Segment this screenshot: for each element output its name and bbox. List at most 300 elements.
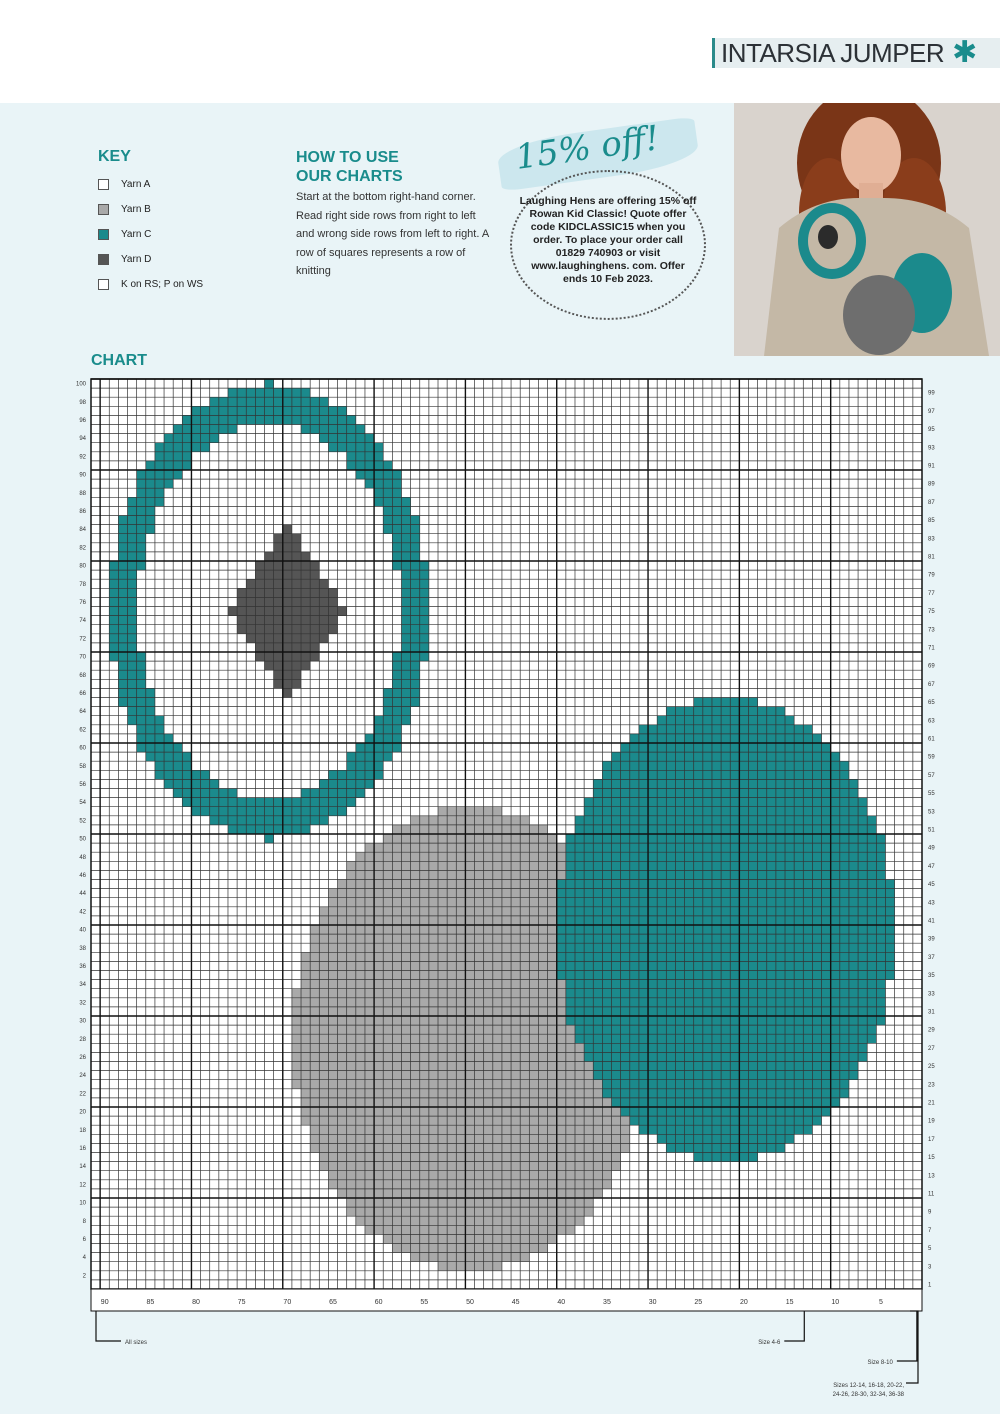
stitch-run <box>621 1107 831 1116</box>
stitch-run <box>310 925 557 934</box>
stitch-run <box>383 506 410 515</box>
stitch-run <box>593 1071 858 1080</box>
stitch-run <box>255 652 319 661</box>
stitch-run <box>109 607 136 616</box>
stitch-run <box>566 834 886 843</box>
column-label: 45 <box>511 1299 520 1306</box>
stitch-run <box>109 570 136 579</box>
size-bracket-4-6 <box>784 1311 804 1341</box>
row-label-right: 29 <box>928 1027 935 1034</box>
stitch-run <box>694 1153 758 1162</box>
stitch-run <box>137 488 164 497</box>
stitch-run <box>109 625 136 634</box>
size-label: Sizes 12-14, 16-18, 20-22, <box>833 1383 904 1389</box>
column-label: 50 <box>466 1299 474 1306</box>
row-label-right: 55 <box>928 791 935 798</box>
row-label-right: 87 <box>928 499 935 506</box>
row-label-left: 4 <box>82 1255 86 1262</box>
column-label-bar <box>91 1289 922 1311</box>
stitch-run <box>228 825 310 834</box>
stitch-run <box>401 570 428 579</box>
stitch-run <box>310 943 557 952</box>
column-label: 75 <box>237 1299 246 1306</box>
row-label-left: 32 <box>79 1000 86 1007</box>
row-label-left: 6 <box>82 1236 86 1243</box>
stitch-run <box>146 461 192 470</box>
column-label: 60 <box>374 1299 383 1306</box>
row-label-left: 58 <box>79 763 86 770</box>
stitch-run <box>566 870 886 879</box>
stitch-run <box>438 807 502 816</box>
row-label-right: 83 <box>928 536 935 543</box>
yarn-a-swatch <box>98 179 109 190</box>
row-label-left: 90 <box>79 472 86 479</box>
stitch-run <box>401 607 428 616</box>
howto-text: Start at the bottom right-hand corner. Read right side rows from right to left and wrong side rows from left to right. A row of squares represents a row of knitting <box>296 191 489 277</box>
column-label: 35 <box>603 1299 611 1306</box>
row-label-left: 60 <box>79 745 86 752</box>
stitch-run <box>566 861 886 870</box>
row-label-left: 18 <box>79 1127 86 1134</box>
stitch-run <box>109 588 136 597</box>
row-label-right: 13 <box>928 1173 935 1180</box>
row-label-right: 81 <box>928 554 935 561</box>
stitch-run <box>557 898 895 907</box>
stitch-run <box>557 889 895 898</box>
size-bracket-large <box>906 1311 918 1383</box>
row-label-left: 42 <box>79 909 86 916</box>
stitch-run <box>401 616 428 625</box>
stitch-run <box>237 597 337 606</box>
row-label-left: 8 <box>82 1218 86 1225</box>
stitch-run <box>128 707 155 716</box>
stitch-run <box>292 1071 593 1080</box>
stitch-run <box>118 661 145 670</box>
row-label-right: 71 <box>928 645 935 652</box>
row-label-right: 35 <box>928 973 935 980</box>
row-label-left: 80 <box>79 563 86 570</box>
row-label-right: 99 <box>928 390 935 397</box>
stitch-run <box>639 725 813 734</box>
row-label-left: 14 <box>79 1164 86 1171</box>
stitch-run <box>557 971 895 980</box>
key-legend <box>98 148 203 297</box>
stitch-run <box>137 743 183 752</box>
row-label-right: 27 <box>928 1045 935 1052</box>
stitch-run <box>401 625 428 634</box>
yarn-b-swatch <box>98 204 109 215</box>
stitch-run <box>283 525 292 534</box>
row-label-right: 91 <box>928 463 935 470</box>
stitch-run <box>392 543 419 552</box>
stitch-run <box>319 1153 620 1162</box>
key-item-label: Yarn B <box>121 204 151 215</box>
row-label-right: 59 <box>928 754 935 761</box>
stitch-run <box>237 588 337 597</box>
stitch-run <box>612 1098 840 1107</box>
row-label-left: 98 <box>79 399 86 406</box>
stitch-run <box>246 634 328 643</box>
row-label-left: 16 <box>79 1145 86 1152</box>
offer-title: 15% off! <box>512 118 662 178</box>
stitch-run <box>210 816 329 825</box>
row-label-left: 54 <box>79 800 86 807</box>
stitch-run <box>328 889 556 898</box>
stitch-run <box>401 634 428 643</box>
stitch-run <box>328 1180 611 1189</box>
stitch-run <box>356 1216 584 1225</box>
row-label-left: 34 <box>79 982 86 989</box>
stitch-run <box>182 798 356 807</box>
stitch-run <box>118 552 145 561</box>
row-label-right: 37 <box>928 954 935 961</box>
row-label-right: 51 <box>928 827 935 834</box>
row-label-left: 22 <box>79 1091 86 1098</box>
stitch-run <box>392 552 419 561</box>
key-title: KEY <box>98 148 131 165</box>
row-label-right: 65 <box>928 700 935 707</box>
stitch-run <box>301 789 365 798</box>
stitch-run <box>639 1125 813 1134</box>
stitch-run <box>356 470 402 479</box>
row-label-right: 17 <box>928 1136 935 1143</box>
column-label: 65 <box>329 1299 337 1306</box>
key-item-label: Yarn C <box>121 229 152 240</box>
stitch-run <box>557 934 895 943</box>
row-label-left: 38 <box>79 945 86 952</box>
stitch-run <box>347 752 393 761</box>
stitch-run <box>438 1262 502 1271</box>
row-label-left: 52 <box>79 818 86 825</box>
stitch-run <box>292 1034 575 1043</box>
stitch-run <box>383 707 410 716</box>
column-label: 40 <box>557 1299 566 1306</box>
row-label-left: 24 <box>79 1073 86 1080</box>
row-label-right: 75 <box>928 609 935 616</box>
row-label-left: 36 <box>79 963 86 970</box>
stitch-run <box>401 588 428 597</box>
size-label: Size 8-10 <box>867 1360 893 1366</box>
key-item-label: Yarn A <box>121 179 151 190</box>
stitch-run <box>109 616 136 625</box>
row-label-left: 68 <box>79 672 86 679</box>
key-item <box>98 272 203 297</box>
stitch-run <box>191 807 346 816</box>
stitch-run <box>566 1007 886 1016</box>
row-label-right: 63 <box>928 718 935 725</box>
row-label-left: 12 <box>79 1182 86 1189</box>
stitch-run <box>584 807 867 816</box>
row-label-left: 86 <box>79 508 86 515</box>
stitch-run <box>557 952 895 961</box>
row-label-left: 72 <box>79 636 86 643</box>
row-label-left: 10 <box>79 1200 86 1207</box>
row-label-right: 77 <box>928 590 935 597</box>
key-item-label: Yarn D <box>121 254 152 265</box>
stitch-run <box>602 761 849 770</box>
key-item <box>98 197 203 222</box>
column-label: 80 <box>192 1299 200 1306</box>
column-label: 55 <box>420 1299 429 1306</box>
column-label: 85 <box>146 1299 155 1306</box>
stitch-run <box>584 798 867 807</box>
section-header <box>712 38 1000 68</box>
stitch-run <box>118 670 145 679</box>
stitch-run <box>392 534 419 543</box>
stitch-run <box>392 661 419 670</box>
stitch-run <box>255 561 319 570</box>
stitch-run <box>657 716 794 725</box>
stitch-run <box>566 852 886 861</box>
stitch-run <box>566 980 886 989</box>
row-label-left: 56 <box>79 781 86 788</box>
row-label-right: 5 <box>928 1246 932 1253</box>
stitch-run <box>566 989 886 998</box>
stitch-run <box>557 961 895 970</box>
row-label-right: 31 <box>928 1009 935 1016</box>
row-label-left: 28 <box>79 1036 86 1043</box>
row-label-left: 82 <box>79 545 86 552</box>
stitch-run <box>593 789 858 798</box>
column-label: 15 <box>785 1299 794 1306</box>
row-label-left: 40 <box>79 927 86 934</box>
row-label-left: 20 <box>79 1109 86 1116</box>
stitch-run <box>292 1062 593 1071</box>
stitch-run <box>109 634 136 643</box>
row-label-right: 85 <box>928 518 935 525</box>
stitch-run <box>557 880 895 889</box>
stitch-run <box>383 834 557 843</box>
stitch-run <box>557 916 895 925</box>
row-label-left: 70 <box>79 654 86 661</box>
row-label-right: 73 <box>928 627 935 634</box>
stitch-run <box>356 743 402 752</box>
row-label-right: 57 <box>928 772 935 779</box>
stitch-run <box>310 934 557 943</box>
stitch-run <box>173 789 237 798</box>
stitch-run <box>401 579 428 588</box>
size-bracket-8-10 <box>897 1311 917 1361</box>
stitch-run <box>265 661 311 670</box>
stitch-run <box>666 1143 785 1152</box>
yarn-d-swatch <box>98 254 109 265</box>
stitch-run <box>602 770 849 779</box>
row-label-right: 53 <box>928 809 935 816</box>
stitch-run <box>301 980 566 989</box>
stitch-run <box>411 816 530 825</box>
row-label-right: 19 <box>928 1118 935 1125</box>
column-label: 30 <box>648 1299 657 1306</box>
size-bracket-all <box>96 1311 121 1341</box>
stitch-run <box>265 552 311 561</box>
stitch-run <box>374 488 401 497</box>
row-label-right: 95 <box>928 427 935 434</box>
stitch-run <box>557 907 895 916</box>
knitting-chart <box>0 370 1000 1410</box>
knit-swatch <box>98 279 109 290</box>
row-label-left: 66 <box>79 690 86 697</box>
stitch-run <box>630 1116 822 1125</box>
stitch-run <box>566 998 886 1007</box>
size-label: All sizes <box>125 1340 148 1346</box>
stitch-run <box>602 1089 849 1098</box>
row-label-left: 62 <box>79 727 86 734</box>
stitch-run <box>557 943 895 952</box>
stitch-run <box>557 925 895 934</box>
key-item-label: K on RS; P on WS <box>121 279 204 290</box>
stitch-run <box>584 1052 867 1061</box>
row-label-right: 15 <box>928 1155 935 1162</box>
chart-title: CHART <box>91 352 147 369</box>
stitch-run <box>246 579 328 588</box>
stitch-run <box>255 643 319 652</box>
row-label-right: 11 <box>928 1191 935 1198</box>
stitch-run <box>593 1062 858 1071</box>
how-to-use-charts <box>296 148 496 281</box>
header-title: INTARSIA JUMPER <box>721 37 945 68</box>
row-label-left: 76 <box>79 599 86 606</box>
row-label-left: 96 <box>79 417 86 424</box>
row-label-right: 9 <box>928 1209 932 1216</box>
stitch-run <box>228 607 347 616</box>
row-label-left: 2 <box>82 1273 86 1280</box>
row-label-right: 69 <box>928 663 935 670</box>
stitch-run <box>584 1043 867 1052</box>
row-label-left: 92 <box>79 454 86 461</box>
stitch-run <box>283 688 292 697</box>
stitch-run <box>356 852 566 861</box>
stitch-run <box>146 752 192 761</box>
stitch-run <box>274 534 301 543</box>
stitch-run <box>292 1025 575 1034</box>
stitch-run <box>401 643 428 652</box>
yarn-c-swatch <box>98 229 109 240</box>
row-label-left: 46 <box>79 872 86 879</box>
howto-title-line2: OUR CHARTS <box>296 168 403 185</box>
row-label-right: 41 <box>928 918 935 925</box>
row-label-left: 44 <box>79 891 86 898</box>
howto-title-line1: HOW TO USE <box>296 149 399 166</box>
row-label-right: 45 <box>928 882 935 889</box>
row-label-left: 74 <box>79 618 86 625</box>
row-label-left: 26 <box>79 1054 86 1061</box>
row-label-right: 89 <box>928 481 935 488</box>
key-item <box>98 172 203 197</box>
row-label-right: 79 <box>928 572 935 579</box>
key-item <box>98 247 203 272</box>
row-label-left: 88 <box>79 490 86 497</box>
row-label-left: 100 <box>75 381 86 388</box>
stitch-run <box>109 597 136 606</box>
stitch-run <box>338 1189 603 1198</box>
stitch-run <box>392 825 547 834</box>
stitch-run <box>137 470 183 479</box>
stitch-run <box>392 679 419 688</box>
stitch-run <box>392 1244 547 1253</box>
row-label-right: 47 <box>928 863 935 870</box>
row-label-right: 21 <box>928 1100 935 1107</box>
column-label: 90 <box>100 1299 109 1306</box>
stitch-run <box>228 388 310 397</box>
stitch-run <box>265 834 274 843</box>
stitch-run <box>274 679 301 688</box>
stitch-run <box>265 379 274 388</box>
stitch-run <box>666 707 785 716</box>
stitch-run <box>191 406 346 415</box>
stitch-run <box>383 1234 557 1243</box>
stitch-run <box>274 670 301 679</box>
stitch-run <box>173 425 237 434</box>
size-label: Size 4-6 <box>758 1340 781 1346</box>
key-item <box>98 222 203 247</box>
stitch-run <box>593 779 858 788</box>
stitch-run <box>128 506 155 515</box>
stitch-run <box>392 670 419 679</box>
column-label: 20 <box>740 1299 748 1306</box>
row-label-right: 43 <box>928 900 935 907</box>
stitch-run <box>310 1125 630 1134</box>
offer-text: Laughing Hens are offering 15% off Rowan Kid Classic! Quote offer code KIDCLASSIC15 when you order. To place your order call 01829 740903 or visit www.laughinghens. com. Offer ends 10 Feb 2023. <box>519 195 697 285</box>
stitch-run <box>374 725 401 734</box>
stitch-run <box>657 1134 794 1143</box>
stitch-run <box>328 898 556 907</box>
row-label-right: 93 <box>928 445 935 452</box>
stitch-run <box>255 570 319 579</box>
row-label-left: 64 <box>79 709 86 716</box>
row-label-right: 23 <box>928 1082 935 1089</box>
size-label: 24-26, 28-30, 32-34, 36-38 <box>832 1392 904 1398</box>
row-label-right: 97 <box>928 408 935 415</box>
column-label: 70 <box>283 1299 292 1306</box>
row-label-right: 7 <box>928 1227 932 1234</box>
stitch-run <box>182 415 356 424</box>
stitch-run <box>237 625 337 634</box>
stitch-run <box>612 752 840 761</box>
stitch-run <box>237 616 337 625</box>
stitch-run <box>319 1162 620 1171</box>
row-label-left: 50 <box>79 836 86 843</box>
row-label-right: 67 <box>928 681 935 688</box>
row-label-left: 30 <box>79 1018 86 1025</box>
stitch-run <box>301 1107 621 1116</box>
stitch-run <box>328 1171 611 1180</box>
stitch-run <box>274 543 301 552</box>
row-label-right: 39 <box>928 936 935 943</box>
row-label-left: 94 <box>79 436 86 443</box>
row-label-left: 48 <box>79 854 86 861</box>
stitch-run <box>621 743 831 752</box>
stitch-run <box>310 1134 630 1143</box>
row-label-right: 1 <box>928 1282 932 1289</box>
stitch-run <box>109 579 136 588</box>
row-label-right: 3 <box>928 1264 932 1271</box>
stitch-run <box>347 461 393 470</box>
stitch-run <box>118 543 145 552</box>
column-label: 25 <box>694 1299 703 1306</box>
asterisk-icon: ✱ <box>952 36 978 69</box>
stitch-run <box>210 397 329 406</box>
row-label-right: 49 <box>928 845 935 852</box>
column-label: 10 <box>831 1299 840 1306</box>
row-label-right: 33 <box>928 991 935 998</box>
stitch-run <box>118 534 145 543</box>
stitch-run <box>137 725 164 734</box>
stitch-run <box>365 1225 575 1234</box>
stitch-run <box>118 679 145 688</box>
stitch-run <box>310 1143 630 1152</box>
jumper-photo <box>734 103 1000 356</box>
stitch-run <box>109 643 136 652</box>
